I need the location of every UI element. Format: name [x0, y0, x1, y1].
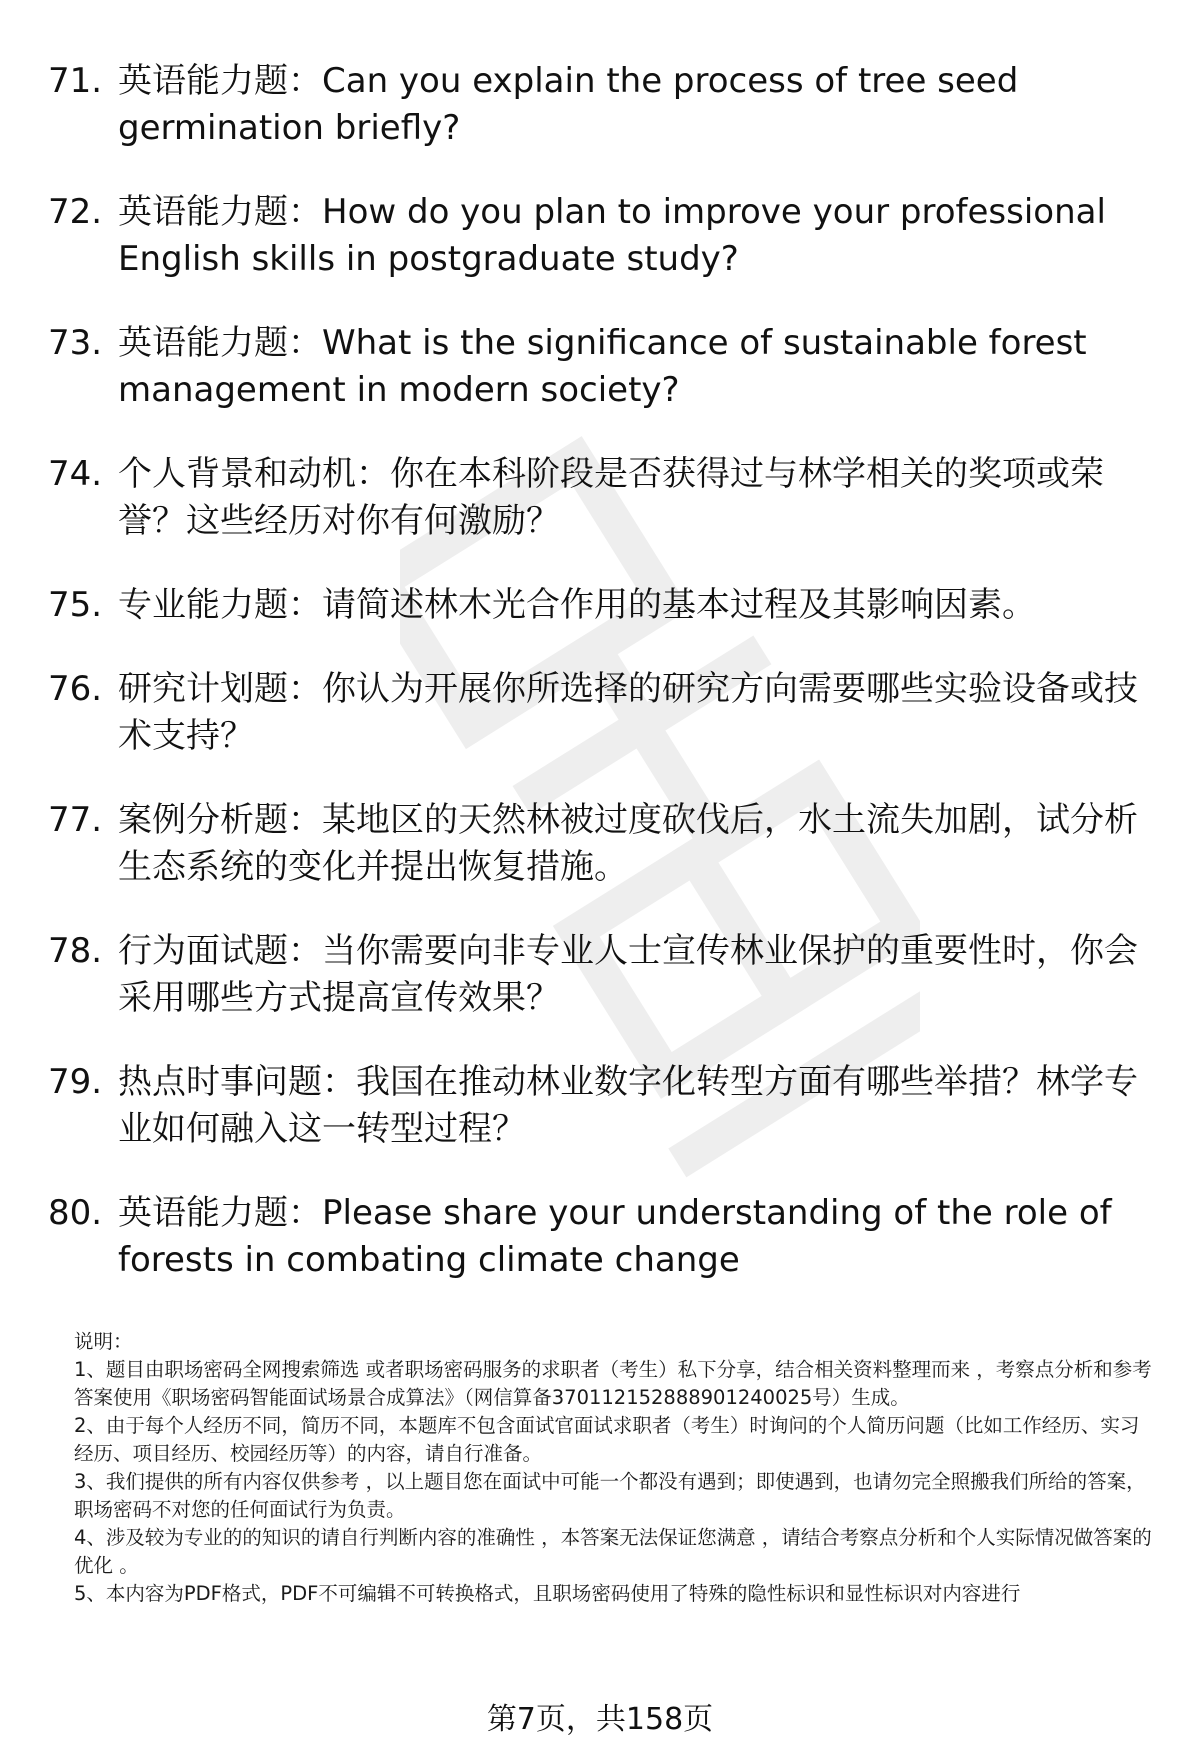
- question-number: 72.: [48, 192, 103, 232]
- question-item: [48, 189, 1158, 283]
- question-item: [48, 928, 1158, 1022]
- question-text: 专业能力题：请简述林木光合作用的基本过程及其影响因素。: [118, 585, 1036, 625]
- question-number: 79.: [48, 1062, 103, 1102]
- question-item: [48, 1059, 1158, 1153]
- page-number: 第7页，共158页: [486, 1702, 714, 1737]
- question-item: [48, 582, 1158, 629]
- question-text: 英语能力题：What is the significance of sustainable forest management in modern society?: [118, 323, 1087, 410]
- question-text: 研究计划题：你认为开展你所选择的研究方向需要哪些实验设备或技术支持？: [118, 669, 1138, 756]
- question-item: [48, 797, 1158, 891]
- question-item: [48, 58, 1158, 152]
- question-text: 案例分析题：某地区的天然林被过度砍伐后，水土流失加剧，试分析生态系统的变化并提出恢复措施。: [118, 800, 1138, 887]
- note-item: 3、我们提供的所有内容仅供参考 ，以上题目您在面试中可能一个都没有遇到；即使遇到，也请勿完全照搬我们所给的答案，职场密码不对您的任何面试行为负责。: [74, 1470, 1146, 1521]
- notes-section: [74, 1328, 1154, 1608]
- question-number: 73.: [48, 323, 103, 363]
- question-number: 77.: [48, 800, 103, 840]
- question-text: 英语能力题：Please share your understanding of the role of forests in combating climate change: [118, 1193, 1112, 1280]
- question-number: 76.: [48, 669, 103, 709]
- note-item: 1、题目由职场密码全网搜索筛选 或者职场密码服务的求职者（考生）私下分享，结合相关资料整理而来 ，考察点分析和参考答案使用《职场密码智能面试场景合成算法》（网信算备370112152888901240025号）生成。: [74, 1358, 1152, 1409]
- question-number: 71.: [48, 61, 103, 101]
- question-item: [48, 666, 1158, 760]
- question-item: [48, 320, 1158, 414]
- notes-title: 说明：: [74, 1330, 133, 1353]
- question-number: 75.: [48, 585, 103, 625]
- question-text: 英语能力题：Can you explain the process of tree seed germination briefly?: [118, 61, 1019, 148]
- question-number: 78.: [48, 931, 103, 971]
- note-item: 2、由于每个人经历不同，简历不同，本题库不包含面试官面试求职者（考生）时询问的个人简历问题（比如工作经历、实习经历、项目经历、校园经历等）的内容，请自行准备。: [74, 1414, 1140, 1465]
- question-list: [48, 58, 1158, 1321]
- question-text: 热点时事问题：我国在推动林业数字化转型方面有哪些举措？林学专业如何融入这一转型过程？: [118, 1062, 1138, 1149]
- note-item: 4、涉及较为专业的的知识的请自行判断内容的准确性 ，本答案无法保证您满意 ，请结合考察点分析和个人实际情况做答案的优化 。: [74, 1526, 1152, 1577]
- question-text: 个人背景和动机：你在本科阶段是否获得过与林学相关的奖项或荣誉？这些经历对你有何激励？: [118, 454, 1104, 541]
- question-item: [48, 451, 1158, 545]
- question-text: 行为面试题：当你需要向非专业人士宣传林业保护的重要性时，你会采用哪些方式提高宣传效果？: [118, 931, 1138, 1018]
- question-item: [48, 1190, 1158, 1284]
- note-item: 5、本内容为PDF格式，PDF不可编辑不可转换格式，且职场密码使用了特殊的隐性标识和显性标识对内容进行: [74, 1582, 1021, 1605]
- question-text: 英语能力题：How do you plan to improve your professional English skills in postgraduate study?: [118, 192, 1106, 279]
- question-number: 74.: [48, 454, 103, 494]
- question-number: 80.: [48, 1193, 103, 1233]
